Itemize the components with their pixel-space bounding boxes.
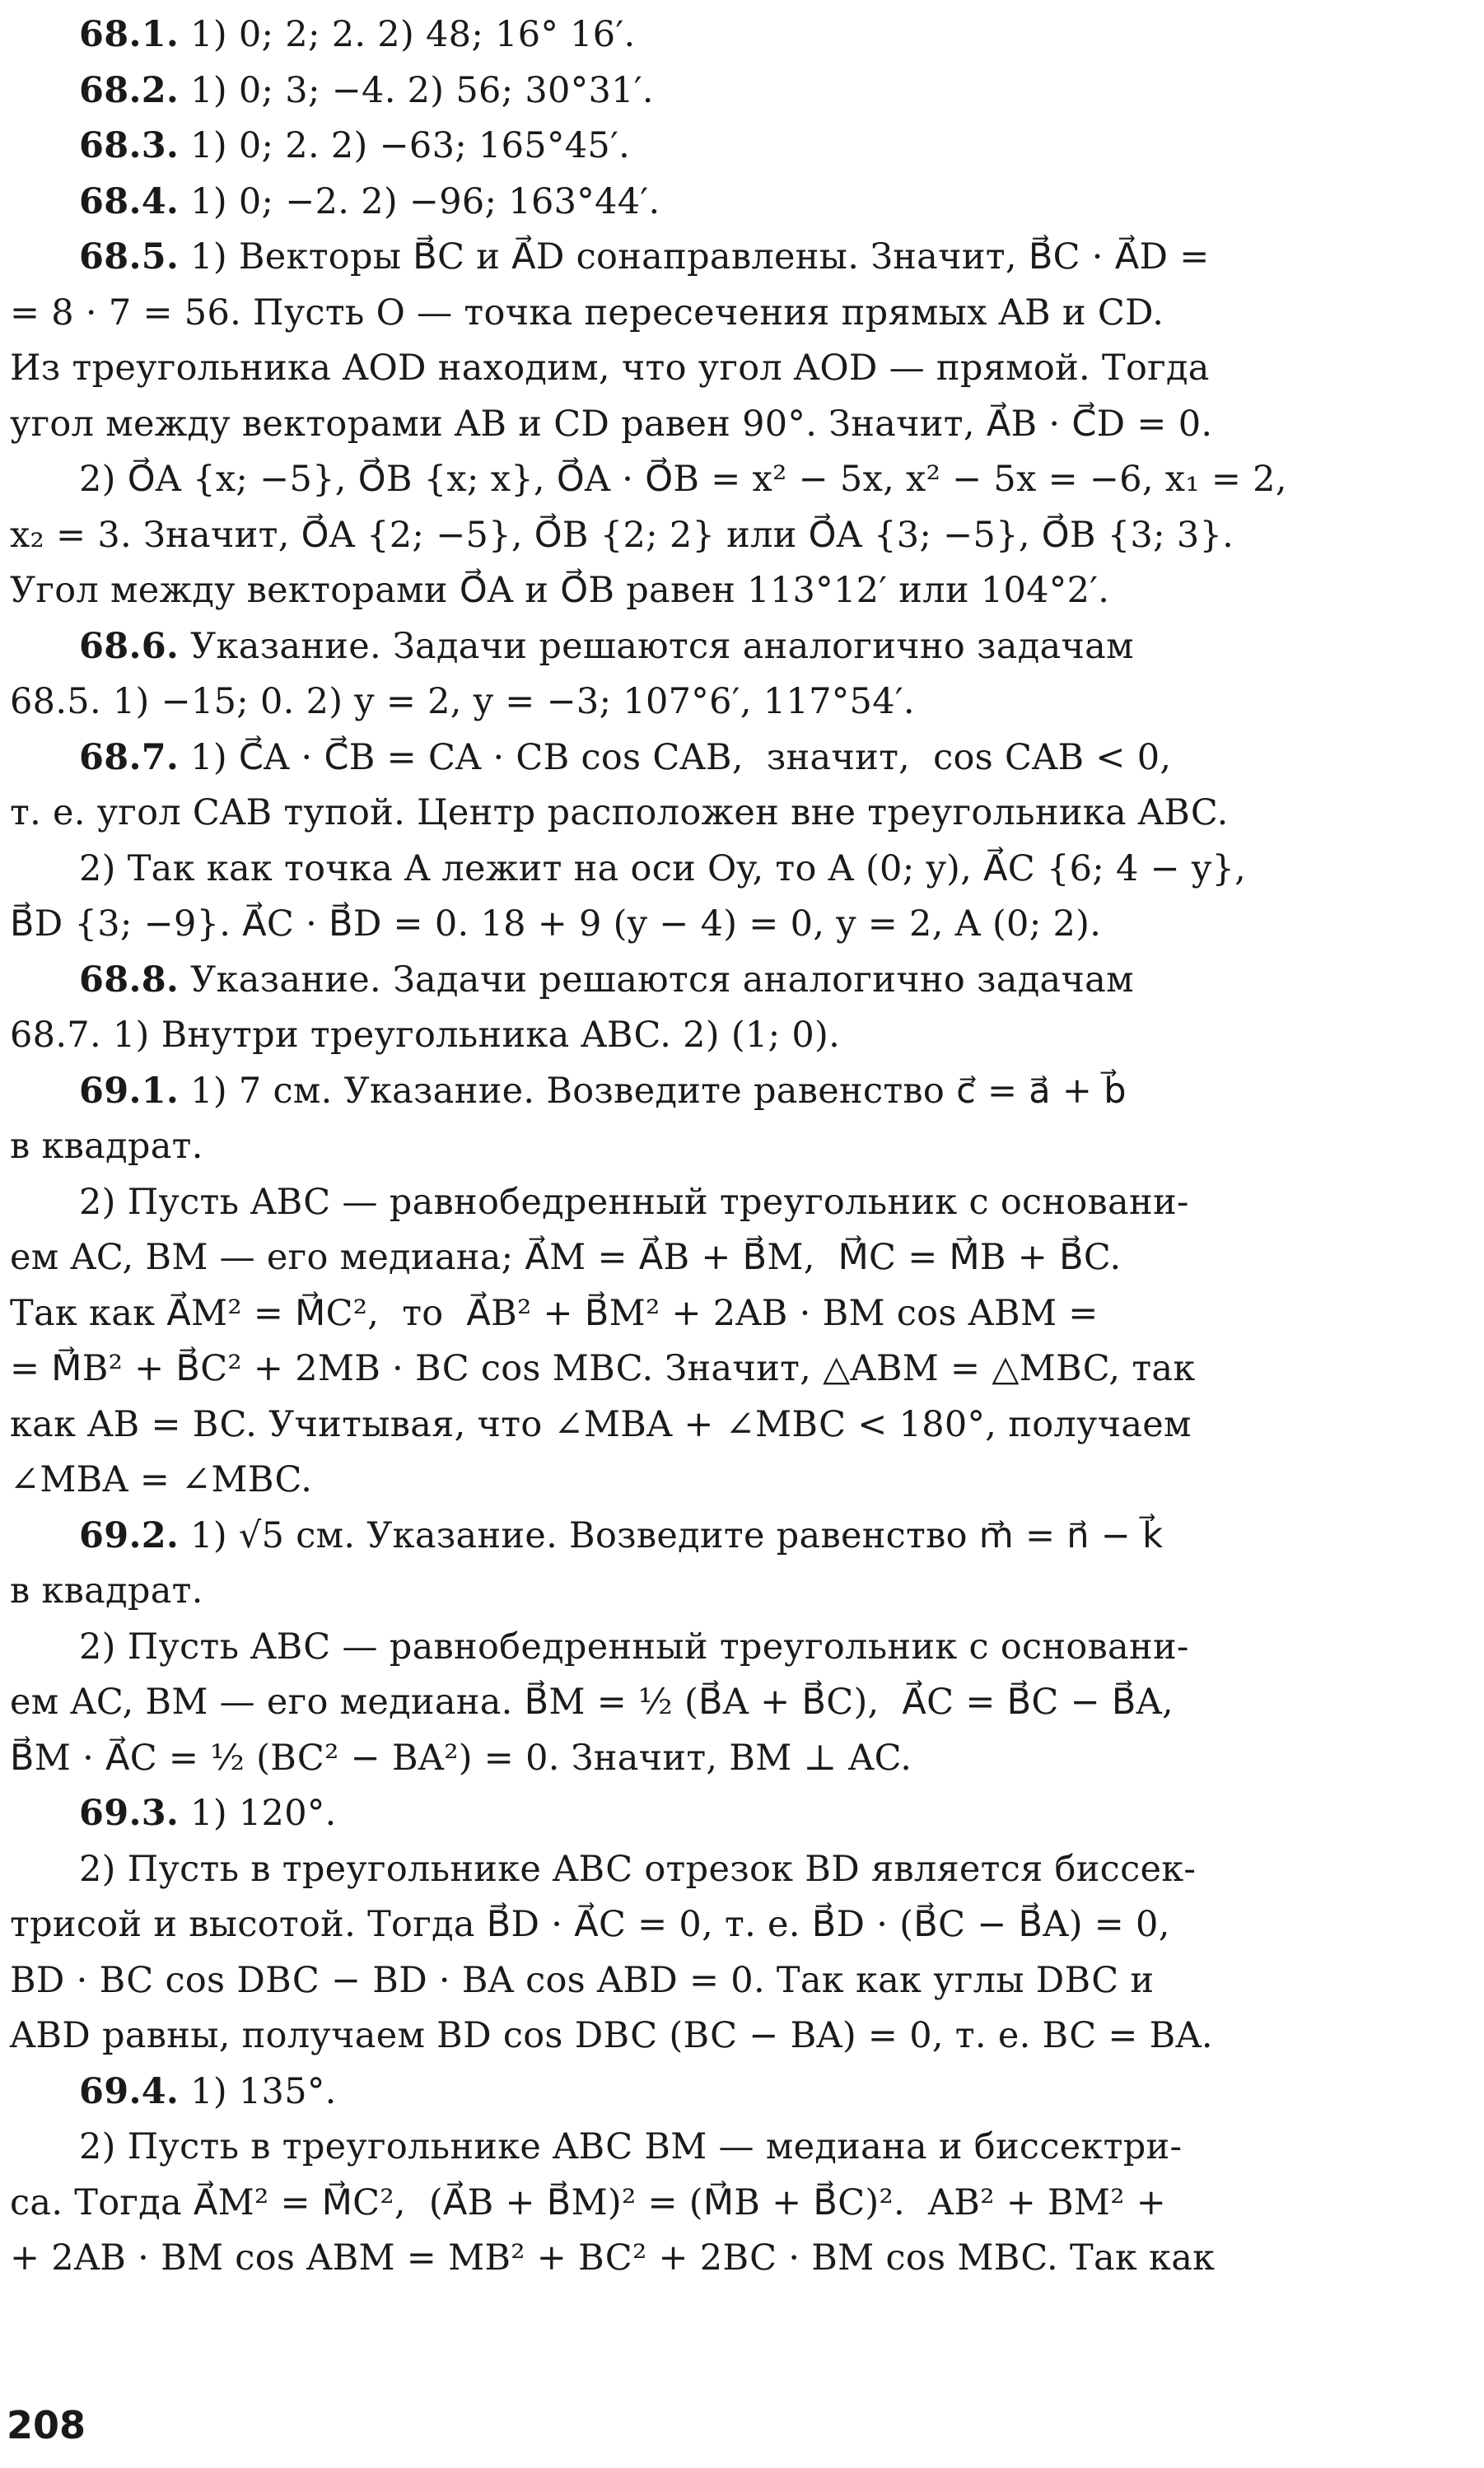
line-text: Указание. Задачи решаются аналогично задачам xyxy=(179,959,1134,1001)
text-line xyxy=(79,1622,1476,1672)
text-line xyxy=(79,2122,1476,2172)
text-line xyxy=(10,1233,1476,1282)
line-text: Так как A⃗M² = M⃗C², то A⃗B² + B⃗M² + 2AB · BM cos ABM = xyxy=(10,1292,1099,1334)
text-line xyxy=(10,399,1476,449)
text-line xyxy=(10,1956,1476,2005)
line-text: трисой и высотой. Тогда B⃗D · A⃗C = 0, т. е. B⃗D · (B⃗C − B⃗A) = 0, xyxy=(10,1904,1170,1945)
text-line xyxy=(79,66,1476,115)
text-line xyxy=(10,511,1476,560)
text-line xyxy=(10,1344,1476,1393)
line-text: т. е. угол CAB тупой. Центр расположен вне треугольника ABC. xyxy=(10,792,1229,833)
line-text: + 2AB · BM cos ABM = MB² + BC² + 2BC · BM cos MBC. Так как xyxy=(10,2237,1216,2279)
text-line xyxy=(10,1289,1476,1338)
line-text: ABD равны, получаем BD cos DBC (BC − BA) = 0, т. е. BC = BA. xyxy=(10,2015,1213,2056)
line-text: Угол между векторами O⃗A и O⃗B равен 113°12′ или 104°2′. xyxy=(10,570,1110,611)
line-text: 2) Так как точка A лежит на оси Oy, то A (0; y), A⃗C {6; 4 − y}, xyxy=(79,847,1247,889)
problem-number: 69.4. xyxy=(79,2070,180,2112)
line-text: 1) 0; 2. 2) −63; 165°45′. xyxy=(179,125,631,166)
text-line xyxy=(10,1566,1476,1616)
text-line xyxy=(10,1400,1476,1449)
text-line xyxy=(79,10,1476,59)
line-text: ем AC, BM — его медиана; A⃗M = A⃗B + B⃗M, M⃗C = M⃗B + B⃗C. xyxy=(10,1237,1122,1278)
line-text: = 8 · 7 = 56. Пусть O — точка пересечения прямых AB и CD. xyxy=(10,292,1164,334)
problem-number: 68.7. xyxy=(79,736,180,778)
line-text: в квадрат. xyxy=(10,1570,203,1612)
problem-number: 68.5. xyxy=(79,236,180,278)
line-text: 2) Пусть в треугольнике ABC BM — медиана и биссектри- xyxy=(79,2126,1183,2167)
line-text: ем AC, BM — его медиана. B⃗M = ½ (B⃗A + B⃗C), A⃗C = B⃗C − B⃗A, xyxy=(10,1682,1174,1723)
line-text: 1) 120°. xyxy=(179,1793,337,1834)
line-text: 2) Пусть ABC — равнобедренный треугольник с основани- xyxy=(79,1181,1189,1223)
text-line xyxy=(10,1900,1476,1949)
line-text: 1) C⃗A · C⃗B = CA · CB cos CAB, значит, cos CAB < 0, xyxy=(179,736,1172,778)
line-text: как AB = BC. Учитывая, что ∠MBA + ∠MBC < 180°, получаем xyxy=(10,1403,1192,1445)
line-text: 1) 0; 2; 2. 2) 48; 16° 16′. xyxy=(179,14,636,55)
line-text: B⃗M · A⃗C = ½ (BC² − BA²) = 0. Значит, BM ⊥ AC. xyxy=(10,1737,912,1779)
text-line xyxy=(79,955,1476,1005)
line-text: 2) O⃗A {x; −5}, O⃗B {x; x}, O⃗A · O⃗B = x² − 5x, x² − 5x = −6, x₁ = 2, xyxy=(79,459,1287,500)
problem-number: 69.1. xyxy=(79,1070,180,1112)
line-text: ∠MBA = ∠MBC. xyxy=(10,1459,313,1500)
line-text: x₂ = 3. Значит, O⃗A {2; −5}, O⃗B {2; 2} или O⃗A {3; −5}, O⃗B {3; 3}. xyxy=(10,514,1234,556)
line-text: 2) Пусть ABC — равнобедренный треугольник с основани- xyxy=(79,1626,1189,1668)
text-line xyxy=(79,844,1476,893)
line-text: 1) 0; −2. 2) −96; 163°44′. xyxy=(179,180,660,222)
line-text: са. Тогда A⃗M² = M⃗C², (A⃗B + B⃗M)² = (M⃗B + B⃗C)². AB² + BM² + xyxy=(10,2181,1167,2223)
text-line xyxy=(10,566,1476,615)
text-line xyxy=(10,2178,1476,2228)
line-text: 68.5. 1) −15; 0. 2) y = 2, y = −3; 107°6′, 117°54′. xyxy=(10,681,915,722)
text-line xyxy=(10,1122,1476,1171)
text-line xyxy=(79,2067,1476,2116)
line-text: B⃗D {3; −9}. A⃗C · B⃗D = 0. 18 + 9 (y − 4) = 0, y = 2, A (0; 2). xyxy=(10,903,1102,945)
text-line xyxy=(79,232,1476,282)
line-text: 1) Векторы B⃗C и A⃗D сонаправлены. Значит, B⃗C · A⃗D = xyxy=(179,236,1210,278)
problem-number: 68.6. xyxy=(79,625,180,667)
text-line xyxy=(79,455,1476,504)
text-line xyxy=(10,2233,1476,2283)
line-text: 1) √5 см. Указание. Возведите равенство m⃗ = n⃗ − k⃗ xyxy=(179,1514,1164,1556)
problem-number: 68.3. xyxy=(79,125,180,166)
text-line xyxy=(79,733,1476,782)
text-line xyxy=(10,1733,1476,1783)
line-text: угол между векторами AB и CD равен 90°. Значит, A⃗B · C⃗D = 0. xyxy=(10,403,1213,445)
text-line xyxy=(10,1010,1476,1060)
problem-number: 68.2. xyxy=(79,69,180,111)
text-line xyxy=(79,1511,1476,1561)
line-text: BD · BC cos DBC − BD · BA cos ABD = 0. Так как углы DBC и xyxy=(10,1959,1155,2001)
text-line xyxy=(79,1789,1476,1838)
problem-number: 68.4. xyxy=(79,180,180,222)
line-text: Указание. Задачи решаются аналогично задачам xyxy=(179,625,1134,667)
text-line xyxy=(79,1845,1476,1894)
line-text: 68.7. 1) Внутри треугольника ABC. 2) (1; 0). xyxy=(10,1015,841,1056)
problem-number: 69.2. xyxy=(79,1514,180,1556)
text-line xyxy=(10,288,1476,338)
text-line xyxy=(79,121,1476,170)
line-text: 1) 135°. xyxy=(179,2070,337,2112)
line-text: в квадрат. xyxy=(10,1126,203,1167)
text-line xyxy=(10,899,1476,949)
text-line xyxy=(10,1677,1476,1727)
text-line xyxy=(79,1178,1476,1227)
text-line xyxy=(79,622,1476,671)
line-text: 2) Пусть в треугольнике ABC отрезок BD является биссек- xyxy=(79,1848,1197,1890)
text-line xyxy=(79,177,1476,226)
line-text: 1) 0; 3; −4. 2) 56; 30°31′. xyxy=(179,69,654,111)
page-number: 208 xyxy=(7,2403,86,2447)
line-text: 1) 7 см. Указание. Возведите равенство c⃗ = a⃗ + b⃗ xyxy=(179,1070,1127,1112)
text-line xyxy=(10,677,1476,726)
line-text: = M⃗B² + B⃗C² + 2MB · BC cos MBC. Значит, △ABM = △MBC, так xyxy=(10,1348,1196,1389)
text-line xyxy=(10,343,1476,393)
text-line xyxy=(10,788,1476,837)
text-line xyxy=(10,2011,1476,2060)
text-line xyxy=(79,1066,1476,1116)
problem-number: 69.3. xyxy=(79,1793,180,1834)
problem-number: 68.1. xyxy=(79,14,180,55)
problem-number: 68.8. xyxy=(79,959,180,1001)
text-line xyxy=(10,1455,1476,1505)
line-text: Из треугольника AOD находим, что угол AOD — прямой. Тогда xyxy=(10,348,1210,389)
